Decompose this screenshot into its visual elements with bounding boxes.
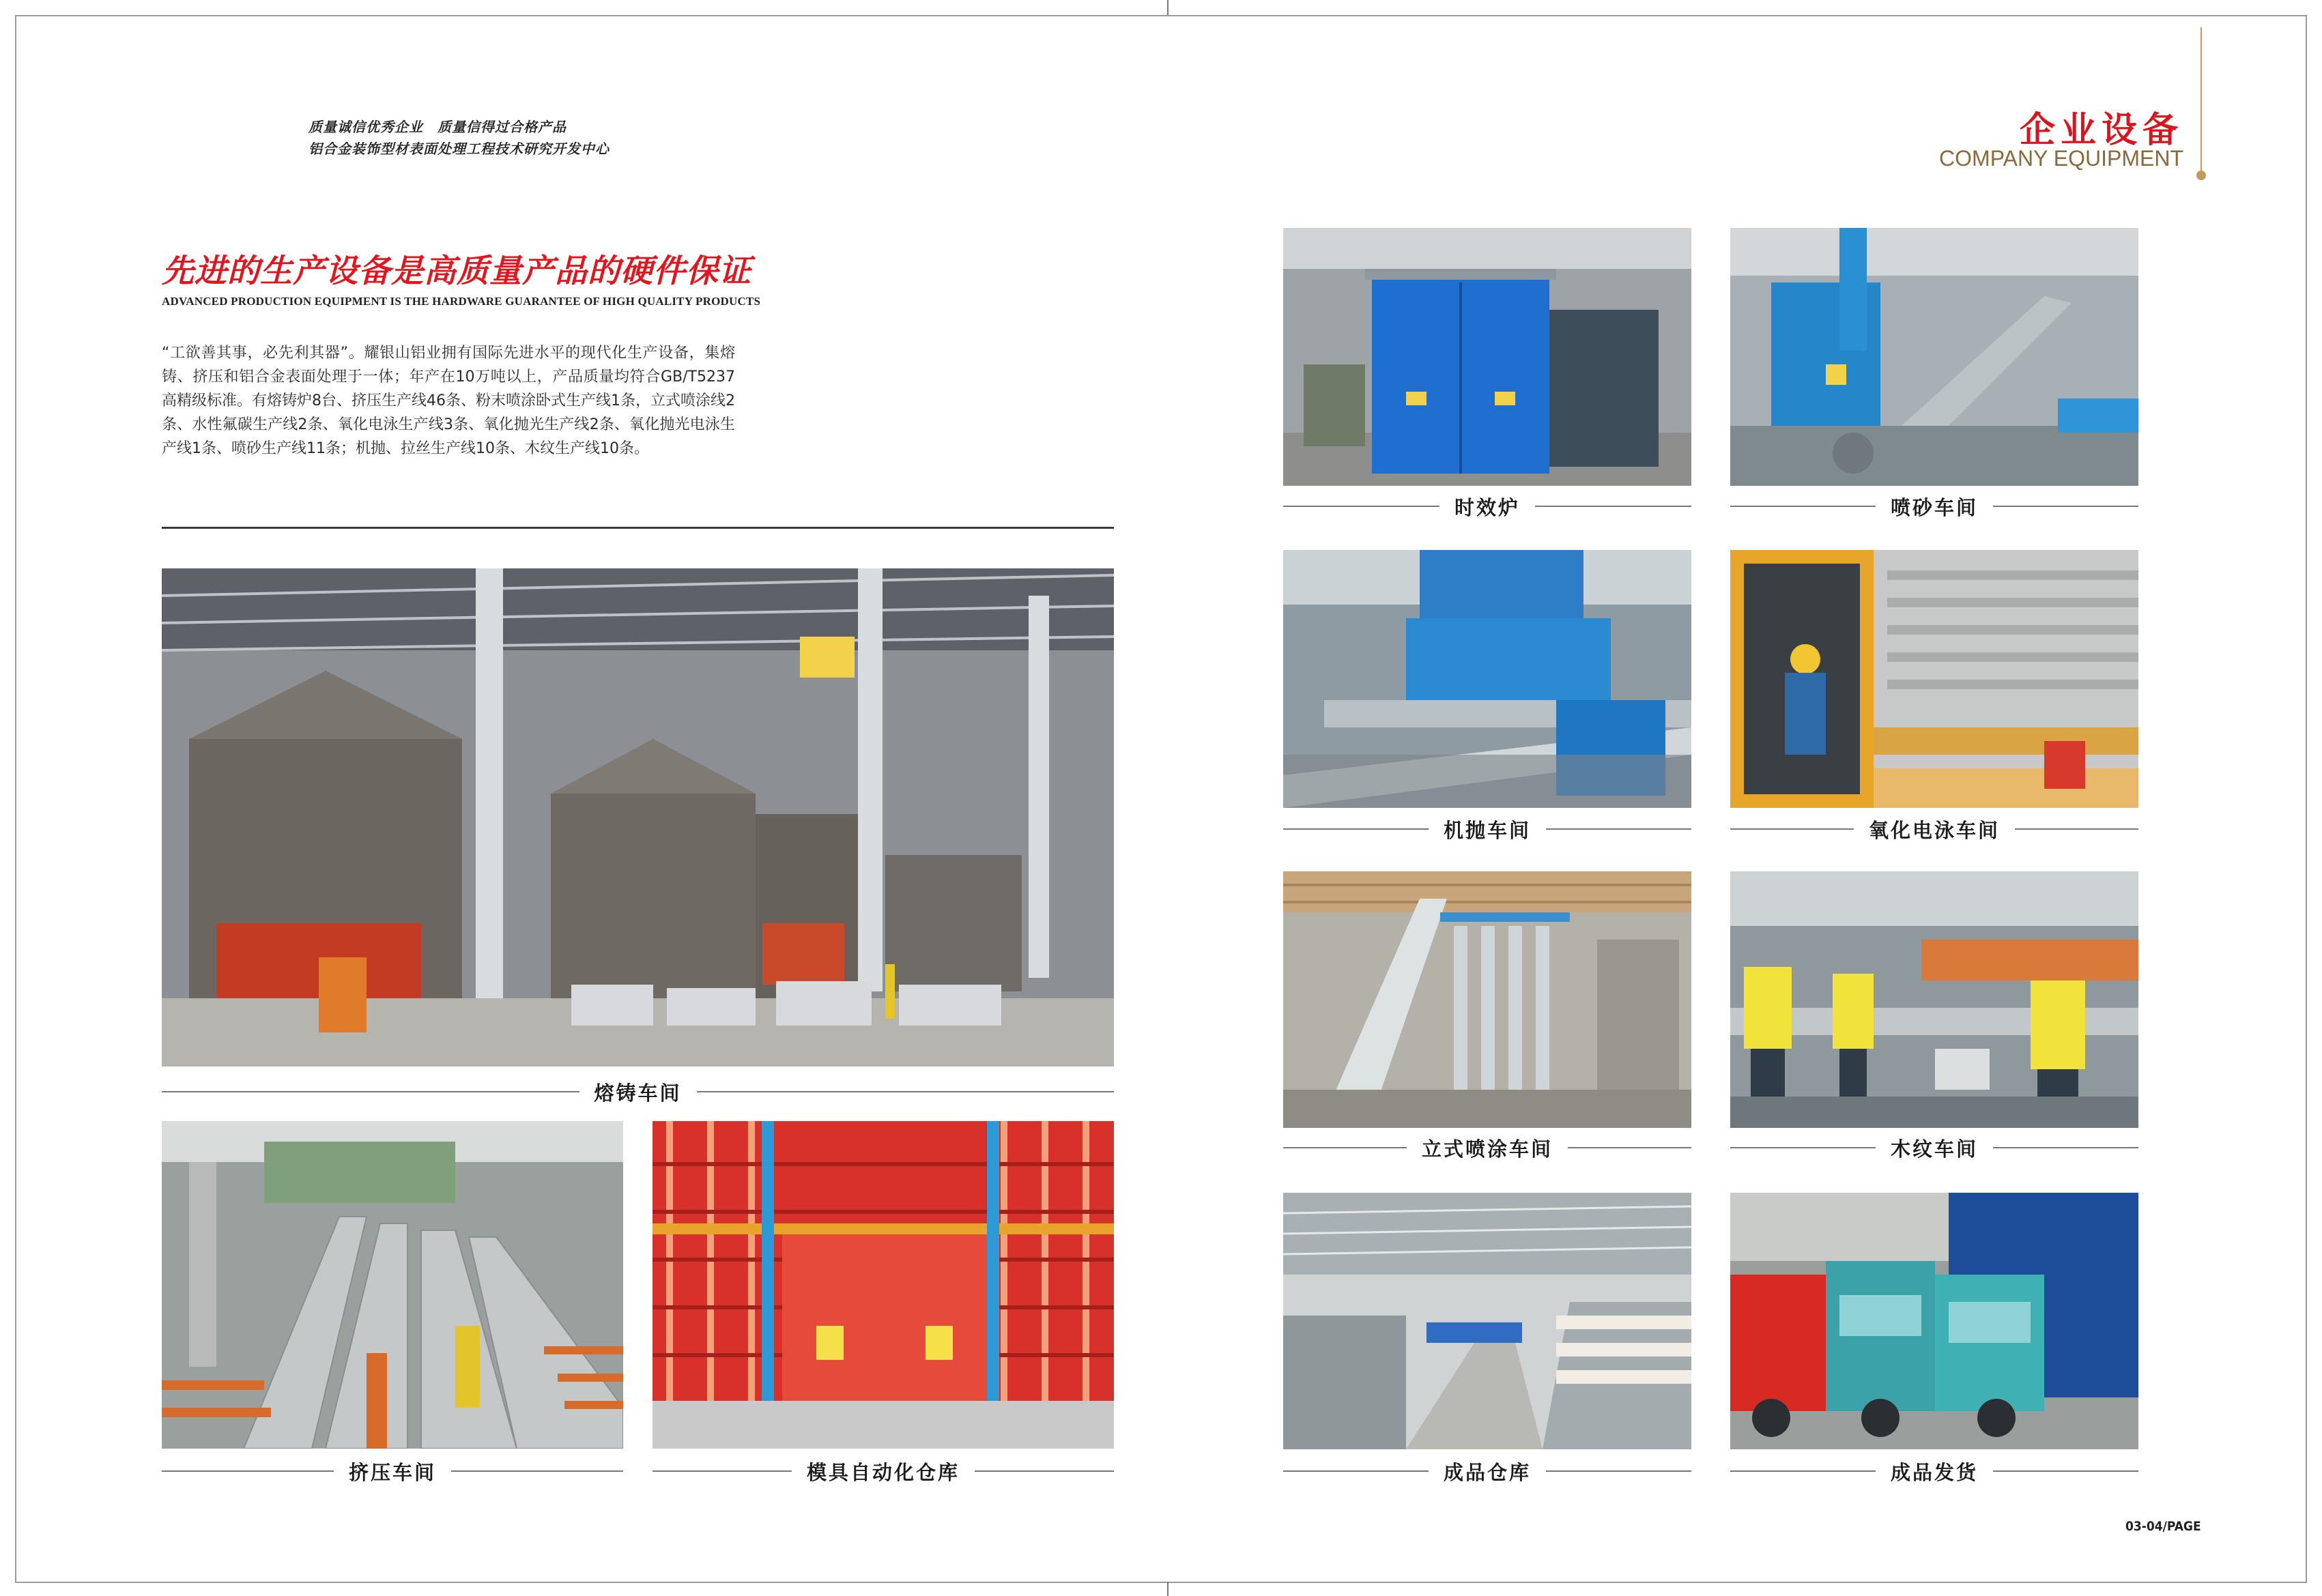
mold-warehouse-photo: [653, 1121, 1114, 1449]
aging-furnace-caption: [1283, 491, 1691, 521]
shipping-label: 成品发货: [1891, 1460, 1979, 1484]
anodizing-workshop-caption: [1730, 814, 2138, 844]
intro-divider: [162, 527, 1114, 529]
anodizing-workshop-photo: [1730, 550, 2138, 808]
spine-mark-bottom: [1167, 1582, 1169, 1596]
gold-accent-dot: [2196, 171, 2206, 180]
vertical-spray-workshop-caption: [1283, 1133, 1691, 1163]
aging-furnace-label: 时效炉: [1454, 495, 1521, 519]
vertical-spray-workshop-photo: [1283, 871, 1691, 1128]
extrusion-workshop-label: 挤压车间: [349, 1460, 437, 1484]
honor-line-1: 质量诚信优秀企业 质量信得过合格产品: [309, 119, 567, 135]
shipping-caption: [1730, 1456, 2138, 1486]
page-border-top: [15, 15, 2307, 16]
extrusion-workshop-photo: [162, 1121, 623, 1449]
page-border-bottom: [15, 1582, 2307, 1583]
page-border-right: [2306, 15, 2307, 1582]
aging-furnace-photo: [1283, 228, 1691, 486]
shipping-photo: [1730, 1193, 2138, 1449]
mech-polish-workshop-photo: [1283, 550, 1691, 808]
page-number: 03-04/PAGE: [2125, 1519, 2201, 1534]
spine-mark-top: [1167, 0, 1169, 15]
headline: 先进的生产设备是高质量产品的硬件保证: [162, 252, 751, 290]
sandblast-workshop-photo: [1730, 228, 2138, 486]
casting-workshop-caption: [162, 1077, 1114, 1107]
honor-line-2: 铝合金装饰型材表面处理工程技术研究开发中心: [309, 141, 610, 157]
anodizing-workshop-label: 氧化电泳车间: [1869, 818, 2001, 842]
mech-polish-workshop-label: 机抛车间: [1444, 818, 1532, 842]
casting-workshop-photo: [162, 568, 1114, 1067]
wood-grain-workshop-caption: [1730, 1133, 2138, 1163]
gold-accent-line: [2201, 27, 2202, 173]
finished-warehouse-label: 成品仓库: [1444, 1460, 1532, 1484]
intro-paragraph: “工欲善其事，必先利其器”。耀银山铝业拥有国际先进水平的现代化生产设备，集熔铸、挤压和铝合金表面处理于一体；年产在10万吨以上，产品质量均符合GB/T5237高精级标准。有熔铸炉8台、挤压生产线46条、粉末喷涂卧式生产线1条，立式喷涂线2条、水性氟碳生产线2条、氧化电泳生产线3条、氧化抛光生产线2条、氧化抛光电泳生产线1条、喷砂生产线11条；机抛、拉丝生产线10条、木纹生产线10条。: [162, 345, 735, 457]
mech-polish-workshop-caption: [1283, 814, 1691, 844]
vertical-spray-workshop-label: 立式喷涂车间: [1422, 1137, 1553, 1161]
mold-warehouse-caption: [653, 1456, 1114, 1486]
wood-grain-workshop-photo: [1730, 871, 2138, 1128]
casting-workshop-label: 熔铸车间: [594, 1081, 682, 1105]
section-title: 企业设备: [2019, 110, 2183, 151]
section-subtitle: COMPANY EQUIPMENT: [1939, 146, 2183, 171]
mold-warehouse-label: 模具自动化仓库: [807, 1460, 960, 1484]
extrusion-workshop-caption: [162, 1456, 623, 1486]
finished-warehouse-caption: [1283, 1456, 1691, 1486]
finished-warehouse-photo: [1283, 1193, 1691, 1449]
page-border-left: [15, 15, 16, 1582]
sandblast-workshop-caption: [1730, 491, 2138, 521]
headline-english: ADVANCED PRODUCTION EQUIPMENT IS THE HARDWARE GUARANTEE OF HIGH QUALITY PRODUCTS: [162, 295, 761, 308]
sandblast-workshop-label: 喷砂车间: [1891, 495, 1979, 519]
wood-grain-workshop-label: 木纹车间: [1891, 1137, 1979, 1161]
